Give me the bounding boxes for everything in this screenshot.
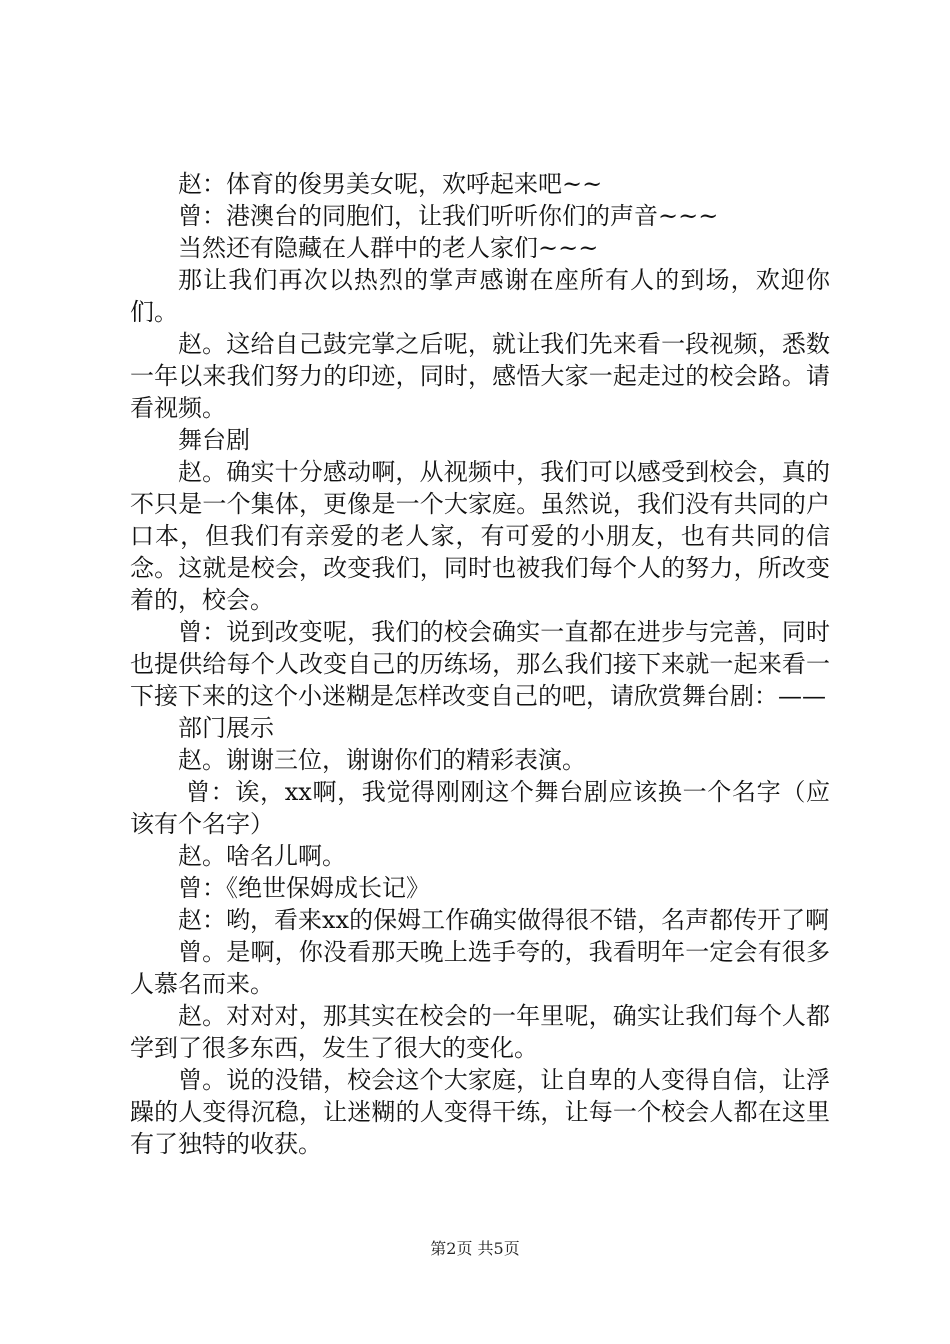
paragraph: 赵。这给自己鼓完掌之后呢，就让我们先来看一段视频，悉数一年以来我们努力的印迹，同时，感悟大家一起走过的校会路。请看视频。 <box>130 330 830 422</box>
paragraph: 曾：《绝世保姆成长记》 <box>178 874 430 902</box>
paragraph: 曾。说的没错，校会这个大家庭，让自卑的人变得自信，让浮躁的人变得沉稳，让迷糊的人变得干练，让每一个校会人都在这里有了独特的收获。 <box>130 1066 830 1158</box>
paragraph: 赵：体育的俊男美女呢，欢呼起来吧~~ <box>178 170 603 198</box>
paragraph: 赵。对对对，那其实在校会的一年里呢，确实让我们每个人都学到了很多东西，发生了很大的变化。 <box>130 1002 830 1062</box>
section-heading: 舞台剧 <box>178 426 250 454</box>
document-body <box>130 168 830 1160</box>
paragraph: 曾：说到改变呢，我们的校会确实一直都在进步与完善，同时也提供给每个人改变自己的历练场，那么我们接下来就一起来看一下接下来的这个小迷糊是怎样改变自己的吧，请欣赏舞台剧：—— <box>130 618 830 710</box>
page-number-footer: 第2页 共5页 <box>430 1239 520 1258</box>
paragraph: 赵。确实十分感动啊，从视频中，我们可以感受到校会，真的不只是一个集体，更像是一个大家庭。虽然说，我们没有共同的户口本，但我们有亲爱的老人家，有可爱的小朋友，也有共同的信念。这就是校会，改变我们，同时也被我们每个人的努力，所改变着的，校会。 <box>130 458 830 614</box>
paragraph: 曾：港澳台的同胞们，让我们听听你们的声音~~~ <box>178 202 719 230</box>
section-heading: 部门展示 <box>178 714 274 742</box>
paragraph: 曾。是啊，你没看那天晚上选手夸的，我看明年一定会有很多人慕名而来。 <box>130 938 830 998</box>
paragraph: 那让我们再次以热烈的掌声感谢在座所有人的到场，欢迎你们。 <box>130 266 830 326</box>
paragraph: 赵：哟，看来xx的保姆工作确实做得很不错，名声都传开了啊 <box>178 906 830 934</box>
paragraph: 赵。谢谢三位，谢谢你们的精彩表演。 <box>178 746 586 774</box>
paragraph: 赵。啥名儿啊。 <box>178 842 346 870</box>
paragraph: 当然还有隐藏在人群中的老人家们~~~ <box>178 234 599 262</box>
paragraph: 曾：诶，xx啊，我觉得刚刚这个舞台剧应该换一个名字（应该有个名字） <box>130 778 830 838</box>
